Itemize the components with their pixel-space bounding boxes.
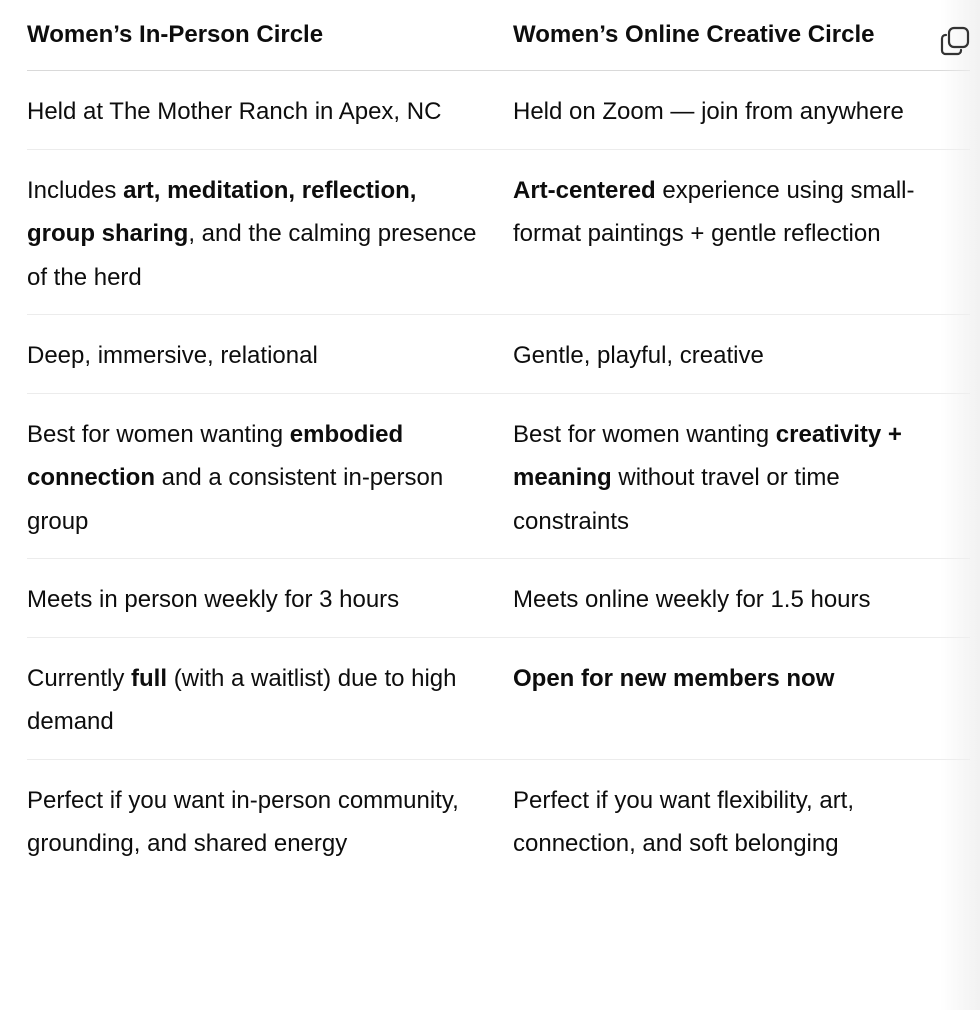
table-row (27, 637, 970, 759)
table-cell-in-person (27, 71, 513, 150)
cell-text: Meets in person weekly for 3 hours (27, 586, 400, 613)
copy-icon (940, 26, 970, 56)
cell-text: experience using small-format paintings + gentle reflection (513, 176, 915, 247)
cell-text: without travel or time constraints (513, 464, 840, 535)
bold-text: embodied connection (27, 420, 404, 491)
table-cell-in-person (27, 637, 513, 759)
table-cell-online (513, 759, 970, 881)
column-header-online: Women’s Online Creative Circle (513, 0, 970, 71)
comparison-table (27, 0, 970, 881)
table-body (27, 71, 970, 881)
table-header-row (27, 0, 970, 71)
table-row (27, 759, 970, 881)
cell-text: Best for women wanting (513, 420, 776, 448)
cell-text: and a consistent in-person group (27, 464, 444, 535)
table-cell-online (513, 393, 970, 559)
table-cell-online (513, 149, 970, 315)
cell-text: Best for women wanting (27, 420, 290, 448)
cell-text: (with a waitlist) due to high demand (27, 664, 457, 735)
bold-text: creativity + meaning (513, 420, 902, 491)
table-row (27, 149, 970, 315)
cell-text: Currently (27, 664, 132, 692)
table-cell-in-person (27, 559, 513, 638)
table-row (27, 315, 970, 394)
table-cell-online (513, 71, 970, 150)
bold-text: Art-centered (513, 176, 656, 204)
table-row (27, 559, 970, 638)
bold-text: art, meditation, reflection, group sharing (27, 176, 417, 247)
copy-table-button[interactable] (940, 26, 970, 56)
table-row (27, 71, 970, 150)
bold-text: Open for new members now (513, 664, 835, 692)
cell-text: Perfect if you want in-person community, grounding, and shared energy (27, 786, 459, 857)
table-cell-in-person (27, 149, 513, 315)
cell-text: Gentle, playful, creative (513, 342, 764, 369)
column-header-in-person: Women’s In-Person Circle (27, 0, 513, 71)
cell-text: Meets online weekly for 1.5 hours (513, 586, 871, 613)
table-cell-online (513, 559, 970, 638)
bold-text: full (131, 664, 168, 692)
cell-text: , and the calming presence of the herd (27, 220, 477, 291)
table-cell-online (513, 637, 970, 759)
cell-text: Held at The Mother Ranch in Apex, NC (27, 98, 442, 125)
table-cell-in-person (27, 315, 513, 394)
cell-text: Perfect if you want flexibility, art, connection, and soft belonging (513, 786, 855, 857)
cell-text: Held on Zoom — join from anywhere (513, 98, 904, 125)
table-cell-online (513, 315, 970, 394)
table-cell-in-person (27, 393, 513, 559)
table-row (27, 393, 970, 559)
cell-text: Deep, immersive, relational (27, 342, 318, 369)
cell-text: Includes (27, 176, 124, 204)
table-cell-in-person (27, 759, 513, 881)
